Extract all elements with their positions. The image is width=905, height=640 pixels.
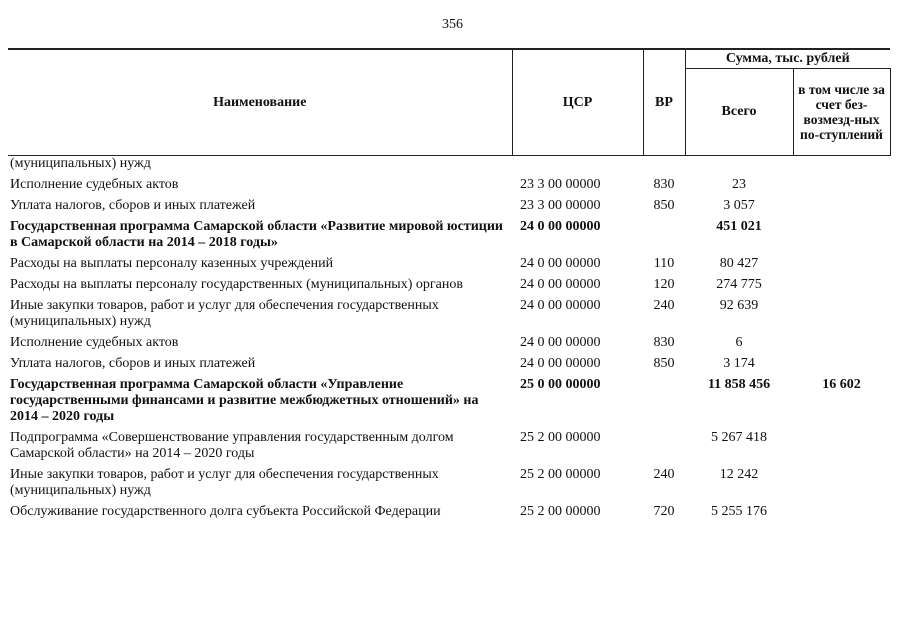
header-vr: ВР [643, 49, 685, 156]
row-csr: 25 2 00 00000 [520, 504, 601, 519]
row-vr: 830 [653, 177, 675, 192]
row-name: Исполнение судебных актов [10, 177, 179, 192]
row-total: 5 255 176 [711, 504, 767, 519]
header-name: Наименование [8, 49, 512, 156]
row-free [793, 354, 890, 375]
row-total: 11 858 456 [707, 377, 771, 392]
row-total: 3 174 [723, 356, 755, 371]
table-row [8, 156, 890, 176]
row-csr [512, 156, 643, 176]
row-vr: 850 [653, 198, 675, 213]
row-name: Государственная программа Самарской области «Управление государственными финансами и развитие межбюджетных отношений» на 2014 – 2020 годы [10, 377, 479, 424]
row-free: 16 602 [822, 377, 861, 392]
row-vr: 110 [653, 256, 675, 271]
table-row [8, 428, 890, 465]
row-free [793, 254, 890, 275]
row-csr: 23 3 00 00000 [520, 177, 601, 192]
table-row [8, 196, 890, 217]
row-vr: 850 [653, 356, 675, 371]
budget-table [8, 48, 891, 523]
row-free [793, 217, 890, 254]
row-name: Уплата налогов, сборов и иных платежей [10, 356, 256, 371]
row-total: 92 639 [719, 298, 759, 313]
table-row [8, 465, 890, 502]
row-vr [643, 428, 685, 465]
row-total: 274 775 [716, 277, 762, 292]
header-free: в том числе за счет без-возмезд-ных по-ступлений [793, 69, 890, 156]
row-total: 451 021 [716, 219, 762, 234]
row-free [793, 502, 890, 523]
row-csr: 24 0 00 00000 [520, 256, 601, 271]
table-row [8, 502, 890, 523]
table-body [8, 156, 890, 524]
row-name: Обслуживание государственного долга субъекта Российской Федерации [10, 504, 441, 519]
row-vr [643, 375, 685, 428]
row-free [793, 156, 890, 176]
row-free [793, 333, 890, 354]
table-row [8, 296, 890, 333]
row-csr: 24 0 00 00000 [520, 219, 601, 234]
row-total [685, 156, 793, 176]
row-name: Уплата налогов, сборов и иных платежей [10, 198, 256, 213]
table-row [8, 217, 890, 254]
row-csr: 24 0 00 00000 [520, 298, 601, 313]
row-vr: 830 [653, 335, 675, 350]
page-number: 356 [442, 17, 463, 32]
table-row [8, 333, 890, 354]
row-free [793, 465, 890, 502]
table-row [8, 254, 890, 275]
row-free [793, 275, 890, 296]
row-free [793, 175, 890, 196]
row-total: 5 267 418 [711, 430, 767, 445]
table-row [8, 354, 890, 375]
row-free [793, 196, 890, 217]
row-name: Подпрограмма «Совершенствование управления государственным долгом Самарской области» на 2014 – 2020 годы [10, 430, 454, 461]
table-header [8, 49, 890, 156]
row-csr: 25 0 00 00000 [520, 377, 601, 392]
row-vr: 240 [653, 467, 675, 482]
row-total: 23 [732, 177, 746, 192]
row-csr: 24 0 00 00000 [520, 335, 601, 350]
row-csr: 24 0 00 00000 [520, 277, 601, 292]
header-total: Всего [685, 69, 793, 156]
row-name: Иные закупки товаров, работ и услуг для обеспечения государственных (муниципальных) нужд [10, 467, 439, 498]
table-row [8, 375, 890, 428]
row-csr: 23 3 00 00000 [520, 198, 601, 213]
row-csr: 24 0 00 00000 [520, 356, 601, 371]
table-row [8, 175, 890, 196]
row-total: 3 057 [723, 198, 755, 213]
row-vr: 240 [653, 298, 675, 313]
header-csr: ЦСР [512, 49, 643, 156]
row-free [793, 428, 890, 465]
row-total: 12 242 [719, 467, 759, 482]
header-sum: Сумма, тыс. рублей [685, 49, 890, 69]
row-name: Исполнение судебных актов [10, 335, 179, 350]
row-name: Государственная программа Самарской области «Развитие мировой юстиции в Самарской области на 2014 – 2018 годы» [10, 219, 503, 250]
row-csr: 25 2 00 00000 [520, 430, 601, 445]
row-name: Расходы на выплаты персоналу государственных (муниципальных) органов [10, 277, 463, 292]
row-name: Расходы на выплаты персоналу казенных учреждений [10, 256, 334, 271]
row-name: Иные закупки товаров, работ и услуг для обеспечения государственных (муниципальных) нужд [10, 298, 439, 329]
row-csr: 25 2 00 00000 [520, 467, 601, 482]
row-vr: 720 [653, 504, 675, 519]
row-name: (муниципальных) нужд [10, 156, 151, 171]
row-total: 80 427 [719, 256, 759, 271]
row-total: 6 [735, 335, 743, 350]
row-free [793, 296, 890, 333]
row-vr [643, 217, 685, 254]
table-row [8, 275, 890, 296]
row-vr: 120 [653, 277, 675, 292]
row-vr [643, 156, 685, 176]
